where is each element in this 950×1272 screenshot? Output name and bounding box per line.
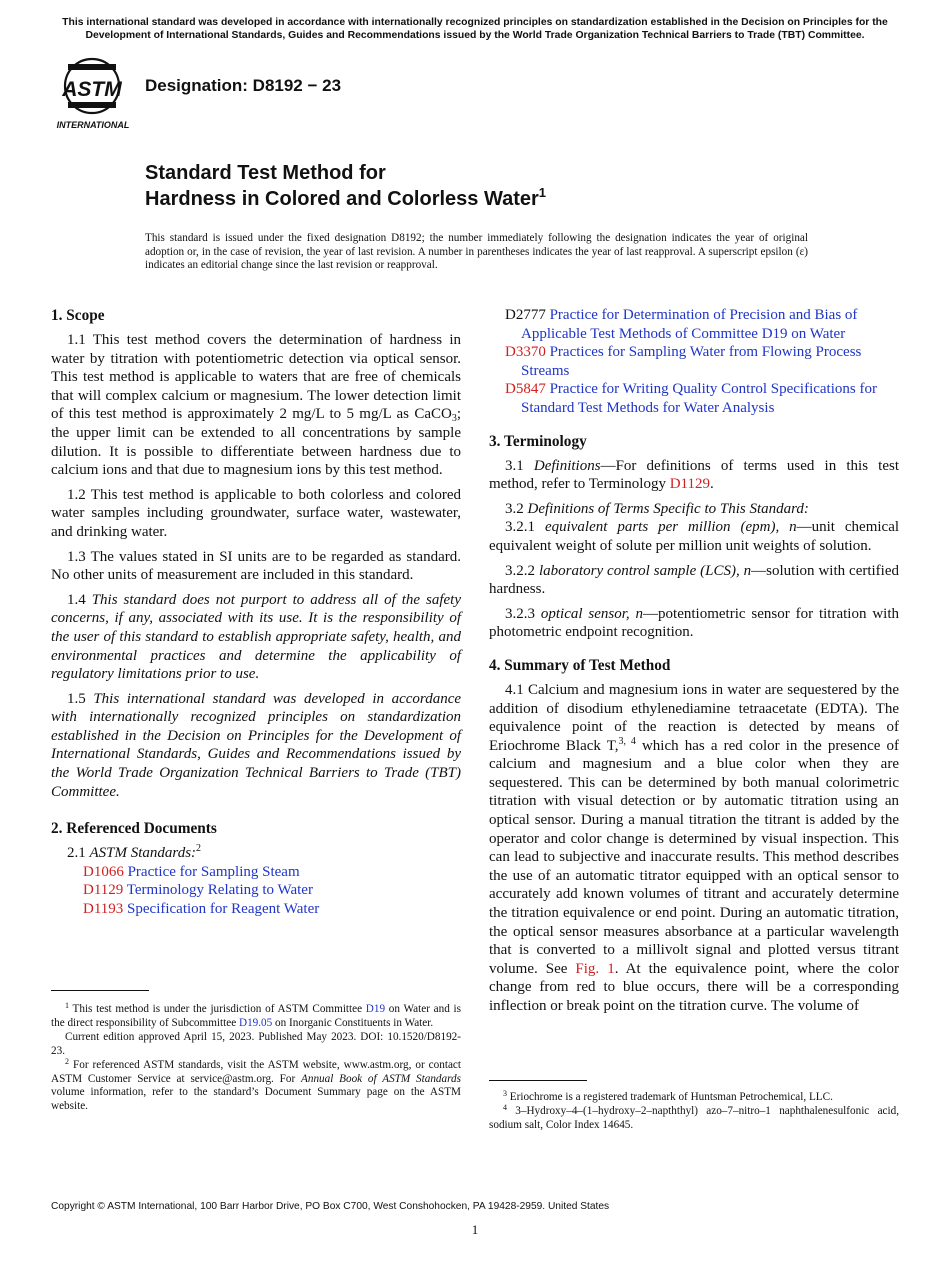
footnote-3: $^3$ Eriochrome is a registered trademark of Huntsman Petrochemical, LLC. [503,1089,833,1103]
left-column [51,306,461,919]
copyright: Copyright © ASTM International, 100 Barr Harbor Drive, PO Box C700, West Conshohocken, PA 19428-2959. United States [51,1201,610,1212]
link-d1129[interactable]: D1129 [669,476,710,493]
designation: Designation: D8192 − 23 [145,76,342,95]
link-d19[interactable]: D19 [365,1003,386,1015]
footnote-4: $^4$ 3–Hydroxy–4–(1–hydroxy–2–napththyl) azo–7–nitro–1 naphthalenesulfonic acid, sodium salt, Color Index 14645. [489,1102,899,1131]
reference-item[interactable]: D1066 Practice for Sampling Steam [83,863,300,880]
link-d19-05[interactable]: D19.05 [238,1016,273,1029]
footnote-rule-right [489,1080,587,1081]
reference-item[interactable]: D5847 Practice for Writing Quality Control Specifications for Standard Test Methods for Water Analysis [505,381,877,416]
paragraph-3-2-3: 3.2.3 optical sensor, n—potentiometric sensor for titration with photometric endpoint recognition. [489,605,899,641]
title-line-1: Standard Test Method for [145,162,386,184]
reference-list-right [489,306,899,418]
section-heading-summary: 4. Summary of Test Method [489,656,671,674]
paragraph-1-3: 1.3 The values stated in SI units are to be regarded as standard. No other units of measurement are included in this standard. [51,548,461,584]
section-heading-scope: 1. Scope [51,307,105,324]
section-heading-referenced-documents: 2. Referenced Documents [51,820,217,838]
issued-note: This standard is issued under the fixed designation D8192; the number immediately following the designation indicates the year of original adoption or, in the case of revision, the year of last revision. A number in parentheses indicates the year of last reapproval. A superscript epsilon (ε) indicates an editorial change since the last revision or reapproval. [145,232,808,272]
reference-list-left [51,863,461,919]
paragraph-1-5: 1.5 This international standard was developed in accordance with internationally recognized principles on standardization established in the Decision on Principles for the Development of International Standards, Guides and Recommendations issued by the World Trade Organization Technical Barriers to Trade (TBT) Committee. [51,690,462,800]
footnotes-left [51,1003,461,1114]
right-column [489,306,899,1022]
astm-logo-icon [52,56,136,132]
page-number: 1 [471,1222,479,1237]
title-footnote-mark: 1 [538,185,547,200]
paragraph-1-2: 1.2 This test method is applicable to both colorless and colored water samples including groundwater, surface water, wastewater, and drinking water. [51,486,461,540]
footnote-rule-left [51,990,149,991]
footnote-2: $^2$ For referenced ASTM standards, visit the ASTM website, www.astm.org, or contact ASTM Customer Service at service@astm.org. For Annual Book of ASTM Standards volume information, refer to the standard’s Document Summary page on the ASTM website. [51,1056,461,1113]
reference-item[interactable]: D2777 Practice for Determination of Precision and Bias of Applicable Test Methods of Committee D19 on Water [505,307,858,342]
reference-item[interactable]: D3370 Practices for Sampling Water from Flowing Process Streams [505,344,862,379]
reference-item[interactable]: D1193 Specification for Reagent Water [83,901,320,918]
astm-logo [52,56,136,132]
title-line-2: Hardness in Colored and Colorless Water$^1$ [145,185,547,210]
paragraph-1-1: 1.1 This test method covers the determination of hardness in water by titration with potentiometric detection via optical sensor. This test method is applicable to waters that are free of chemicals that will complex calcium or magnesium. The lower detection limit of this test method is approximately 2 mg/L to 5 mg/L as CaCO$_3$; the upper limit can be extended to all concentrations by sample dilution. It is possible to differentiate between hardness due to calcium ions and that due to magnesium ions by this test method. [51,332,461,479]
logo-text: ASTM [62,78,122,101]
paragraph-3-2-2: 3.2.2 laboratory control sample (LCS), n—solution with certified hardness. [489,562,899,598]
paragraph-3-2: 3.2 Definitions of Terms Specific to This Standard: [505,500,809,517]
paragraph-3-1: 3.1 Definitions—For definitions of terms used in this test method, refer to Terminology D1129. [489,457,900,493]
top-notice: This international standard was developed in accordance with internationally recognized principles on standardization established in the Decision on Principles for the Development of International Standards, Guides and Recommendations issued by the World Trade Organization Technical Barriers to Trade (TBT) Committee. [62,17,888,41]
paragraph-1-4: 1.4 This standard does not purport to address all of the safety concerns, if any, associated with its use. It is the responsibility of the user of this standard to establish appropriate safety, health, and environmental practices and determine the applicability of regulatory limitations prior to use. [51,591,462,683]
section-heading-terminology: 3. Terminology [489,432,587,450]
paragraph-4-1: 4.1 Calcium and magnesium ions in water are sequestered by the addition of disodium ethylenediamine tetraacetate (EDTA). The equivalence point of the reaction is detected by means of Eriochrome Black T,$^{3, 4}$ which has a red color in the presence of calcium and magnesium and a blue color when they are sequestered. This can be determined by both manual colorimetric titration with visual detection or by automatic titration using an optical sensor. During a manual titration the titrant is added by the operator and color change is determined by visual inspection. This can lead to subjective and inaccurate results. This method describes the use of an automatic titrator equipped with an optical sensor to accurately add known volumes of titrant and accurately determine the titration equivalence or end point. During an automatic titration, the optical sensor measures absorbance at a particular wavelength that is converted to a millivolt signal and plotted versus titrant volume. See Fig. 1. At the equivalence point, where the color change from red to blue occurs, there will be a corresponding inflection or break point on the titration curve. The volume of [489,681,900,1014]
paragraph-3-2-1: 3.2.1 equivalent parts per million (epm), n—unit chemical equivalent weight of solute per million unit weights of solution. [489,519,900,554]
page-title [145,160,546,212]
paragraph-2-1: 2.1 ASTM Standards:$^2$ [67,843,202,862]
footnote-1: $^1$ This test method is under the jurisdiction of ASTM Committee D19 on Water and is the direct responsibility of Subcommittee D19.05 on Inorganic Constituents in Water. [51,1001,461,1029]
footnotes-right [489,1091,899,1133]
link-fig-1[interactable]: Fig. 1 [575,960,615,977]
reference-item[interactable]: D1129 Terminology Relating to Water [83,882,313,899]
footnote-1-edition: Current edition approved April 15, 2023. Published May 2023. DOI: 10.1520/D8192-23. [51,1030,461,1057]
logo-subtext: INTERNATIONAL [56,120,130,130]
